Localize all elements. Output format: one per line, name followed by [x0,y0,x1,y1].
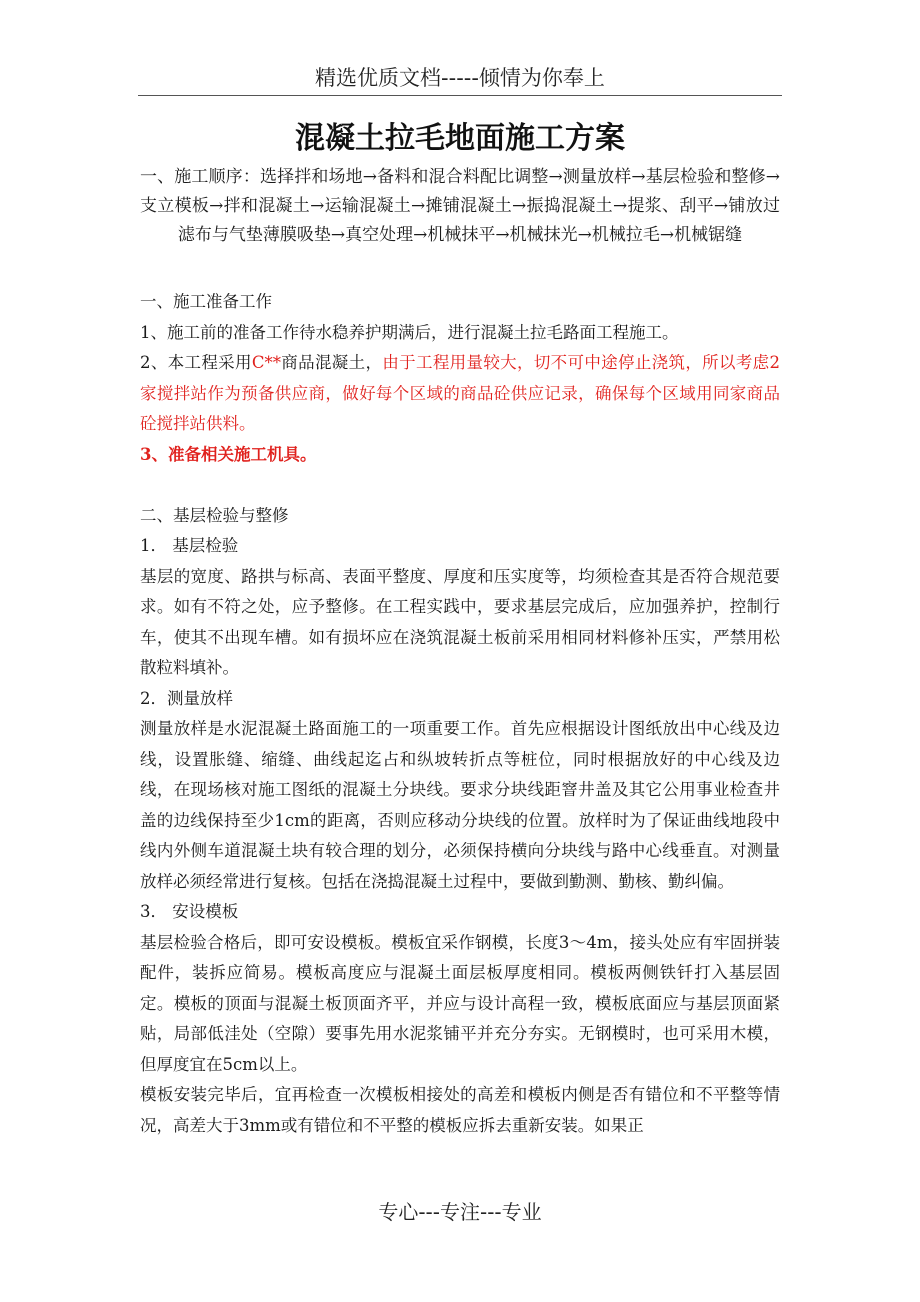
header-divider [138,95,782,96]
subsection-2-title: 2．测量放样 [140,688,233,708]
section-1-item-1: 1、施工前的准备工作待水稳养护期满后，进行混凝土拉毛路面工程施工。 [140,322,679,342]
subsection-2-text: 测量放样是水泥混凝土路面施工的一项重要工作。首先应根据设计图纸放出中心线及边线，设置胀缝、缩缝、曲线起迄占和纵坡转折点等桩位，同时根据放好的中心线及边线，在现场核对施工图纸的混凝土分块线。要求分块线距窨井盖及其它公用事业检查井盖的边线保持至少1cm的距离，否则应移动分块线的位置。放样时为了保证曲线地段中线内外侧车道混凝土块有较合理的划分，必须保持横向分块线与路中心线垂直。对测量放样必须经常进行复核。包括在浇捣混凝土过程中，要做到勤测、勤核、勤纠偏。 [140,719,780,891]
concrete-grade: C** [251,353,281,372]
item-2-mid: 商品混凝土， [280,353,383,372]
supply-note: 由于工程用量较大，切不可中途停止浇筑，所以考虑2家搅拌站作为预备供应商，做好每个区域的商品砼供应记录，确保每个区域用同家商品砼搅拌站供料。 [140,353,781,433]
section-1-item-3: 3、准备相关施工机具。 [140,444,317,464]
subsection-1-text: 基层的宽度、路拱与标高、表面平整度、厚度和压实度等，均须检查其是否符合规范要求。如有不符之处，应予整修。在工程实践中，要求基层完成后，应加强养护，控制行车，使其不出现车槽。如有损坏应在浇筑混凝土板前采用相同材料修补压实，严禁用松散粒料填补。 [140,566,780,677]
section-2-heading: 二、基层检验与整修 [140,505,289,525]
item-2-prefix: 2、本工程采用 [140,353,252,372]
blank-line [140,470,780,501]
subsection-3-text-2: 模板安装完毕后，宜再检查一次模板相接处的高差和模板内侧是否有错位和不平整等情况，高差大于3mm或有错位和不平整的模板应拆去重新安装。如果正 [140,1085,780,1135]
page-header: 精选优质文档-----倾情为你奉上 [315,66,605,90]
subsection-3-text-1: 基层检验合格后，即可安设模板。模板宜采作钢模，长度3～4m，接头处应有牢固拼装配件，装拆应简易。模板高度应与混凝土面层板厚度相同。模板两侧铁钎打入基层固定。模板的顶面与混凝土板顶面齐平，并应与设计高程一致，模板底面应与基层顶面紧贴，局部低洼处（空隙）要事先用水泥浆铺平并充分夯实。无钢模时，也可采用木模，但厚度宜在5cm以上。 [140,932,780,1074]
subsection-3-title: 3． 安设模板 [140,902,239,921]
construction-sequence: 一、施工顺序：选择拌和场地→备料和混合料配比调整→测量放样→基层检验和整修→支立模板→拌和混凝土→运输混凝土→摊铺混凝土→振捣混凝土→提浆、刮平→铺放过滤布与气垫薄膜吸垫→真空处理→机械抹平→机械抹光→机械拉毛→机械锯缝 [140,167,780,245]
section-1-heading: 一、施工准备工作 [140,292,272,311]
document-body [140,287,780,1141]
document-title: 混凝土拉毛地面施工方案 [295,121,625,156]
page-footer: 专心---专注---专业 [378,1200,542,1224]
section-1-item-2 [140,348,780,440]
subsection-1-title: 1． 基层检验 [140,536,239,555]
